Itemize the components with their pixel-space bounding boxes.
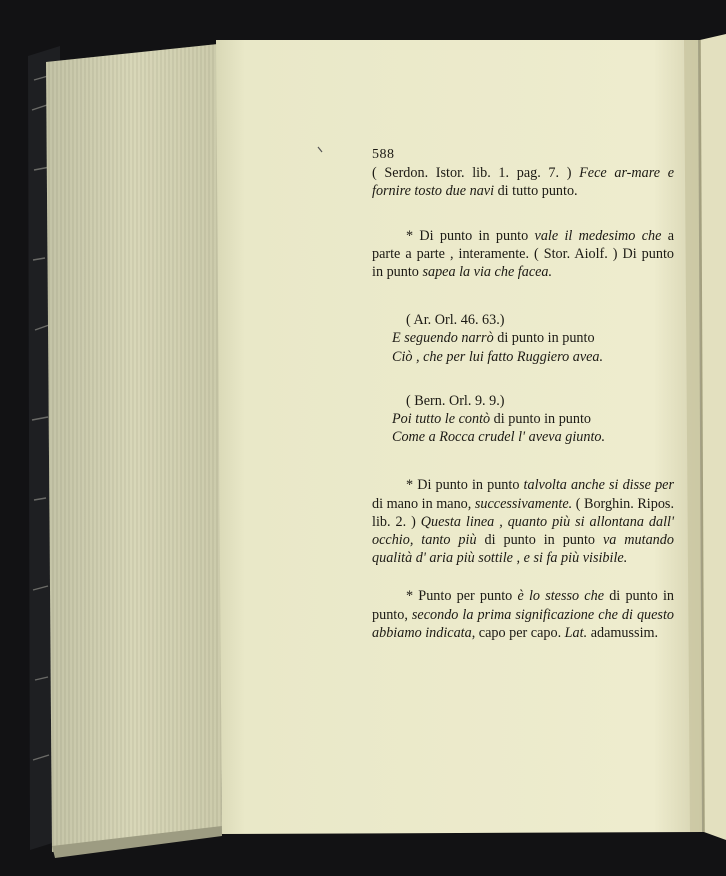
citation-ariosto: ( Ar. Orl. 46. 63.) [406,312,505,329]
paragraph-punto-per-punto: * Punto per punto è lo stesso che di punto in punto, secondo la prima significazione che di questo abbiamo indicata, capo per capo. Lat. adamussim. [372,588,675,641]
page-text [372,146,674,642]
verse-ariosto [372,329,674,365]
paragraph-serdon: ( Serdon. Istor. lib. 1. pag. 7. ) Fece ar-mare e fornire tosto due navi di tutto punto. [372,165,674,200]
paragraph-di-punto-in-punto: * Di punto in punto vale il medesimo che a parte a parte , interamente. ( Stor. Aiolf. ) Di punto in punto sapea la via che facea. [372,227,674,281]
verse-line: Ciò , che per lui fatto Ruggiero avea. [392,348,604,365]
verse-berni [372,410,674,446]
citation-berni: ( Bern. Orl. 9. 9.) [406,392,505,409]
verse-line: Come a Rocca crudel l' aveva giunto. [392,429,606,446]
verse-line: E seguendo narrò di punto in punto [392,330,595,347]
page-number: 588 [372,147,395,162]
verse-line: Poi tutto le contò di punto in punto [392,411,592,428]
paragraph-talvolta: * Di punto in punto talvolta anche si disse per di mano in mano, successivamente. ( Borghin. Ripos. lib. 2. ) Questa linea , quanto più si allontana dall' occhio, tanto più di punto in punto va mutando qualità d' aria più sottile , e si fa più visibile. [372,477,675,567]
